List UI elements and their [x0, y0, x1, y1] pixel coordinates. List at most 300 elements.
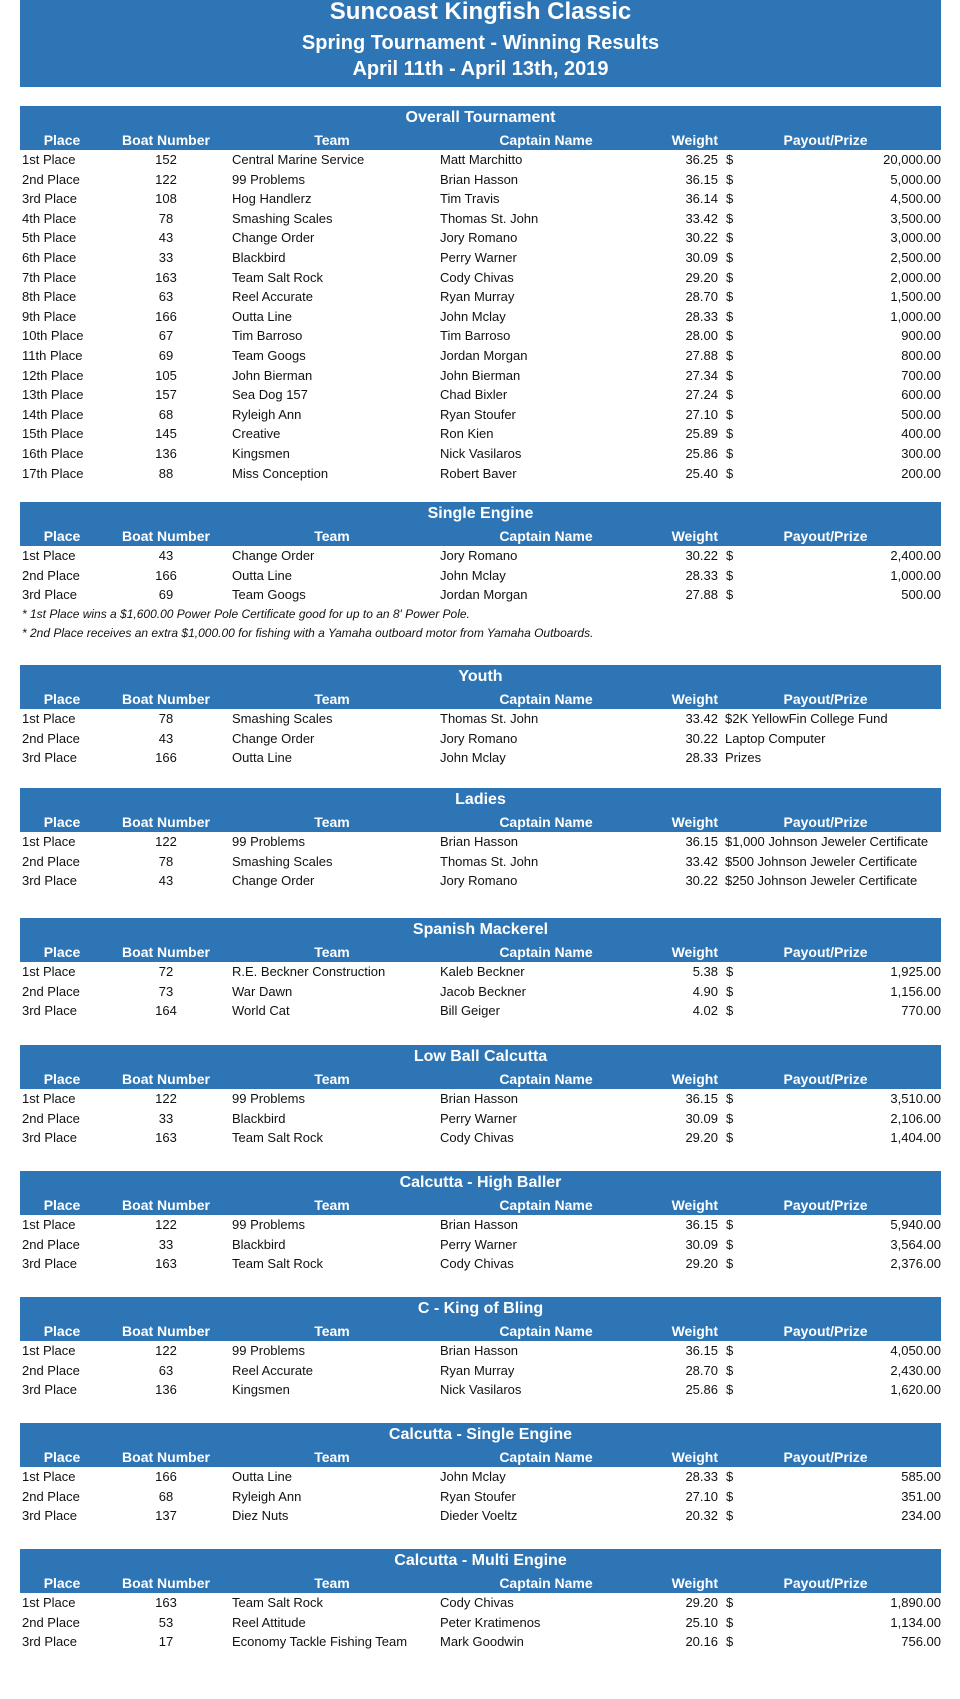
place-cell: 6th Place: [22, 249, 77, 265]
currency-cell: $: [726, 964, 734, 979]
results-section: [20, 1423, 941, 1526]
currency-cell: $: [726, 567, 734, 583]
weight-cell: 4.02: [692, 1003, 718, 1019]
payout-amount-cell: 2,500.00: [890, 249, 941, 265]
currency-cell: $: [726, 308, 734, 324]
team-cell: Blackbird: [232, 1110, 286, 1126]
place-cell: 1st Place: [22, 1595, 76, 1610]
captain-cell: Jordan Morgan: [440, 587, 528, 603]
payout-amount-cell: 5,000.00: [890, 171, 941, 187]
place-cell: 1st Place: [22, 1343, 76, 1358]
place-cell: 3rd Place: [22, 1256, 77, 1272]
col-header-boat: Boat Number: [122, 1071, 210, 1087]
weight-cell: 28.00: [685, 328, 718, 344]
currency-cell: $: [726, 1130, 734, 1146]
col-header-weight: Weight: [671, 528, 718, 544]
weight-cell: 30.22: [685, 873, 718, 889]
team-cell: Diez Nuts: [232, 1508, 289, 1524]
col-header-captain: Captain Name: [499, 1575, 593, 1591]
col-header-weight: Weight: [671, 691, 718, 707]
table-row: [20, 1593, 941, 1613]
team-cell: 99 Problems: [232, 834, 305, 849]
captain-cell: Kaleb Beckner: [440, 964, 525, 979]
col-header-weight: Weight: [671, 1575, 718, 1591]
col-header-captain: Captain Name: [499, 944, 593, 960]
currency-cell: $: [726, 289, 734, 305]
team-cell: 99 Problems: [232, 1343, 305, 1358]
team-cell: Change Order: [232, 873, 315, 889]
boat-number-cell: 69: [158, 587, 174, 603]
col-header-weight: Weight: [671, 132, 718, 148]
payout-amount-cell: 1,156.00: [890, 983, 941, 999]
place-cell: 1st Place: [22, 711, 76, 726]
col-header-place: Place: [43, 132, 81, 148]
payout-amount-cell: 585.00: [901, 1469, 941, 1484]
section-title: Calcutta - Multi Engine: [20, 1549, 941, 1573]
payout-amount-cell: 300.00: [901, 445, 941, 461]
results-section: [20, 665, 941, 768]
weight-cell: 30.09: [685, 1110, 718, 1126]
place-cell: 2nd Place: [22, 1362, 80, 1378]
place-cell: 5th Place: [22, 230, 77, 246]
place-cell: 12th Place: [22, 367, 84, 383]
table-row: [20, 385, 941, 405]
team-cell: World Cat: [232, 1003, 290, 1019]
weight-cell: 28.33: [685, 308, 718, 324]
col-header-weight: Weight: [671, 1197, 718, 1213]
col-header-weight: Weight: [671, 1323, 718, 1339]
payout-amount-cell: 600.00: [901, 387, 941, 403]
column-header-row: [20, 689, 941, 709]
currency-cell: $: [726, 269, 734, 285]
team-cell: Reel Accurate: [232, 289, 313, 305]
currency-cell: $: [726, 210, 734, 226]
col-header-place: Place: [43, 1071, 81, 1087]
col-header-payout: Payout/Prize: [783, 1323, 868, 1339]
place-cell: 3rd Place: [22, 1382, 77, 1398]
place-cell: 1st Place: [22, 1091, 76, 1106]
place-cell: 3rd Place: [22, 873, 77, 889]
payout-amount-cell: 1,500.00: [890, 289, 941, 305]
prize-cell: $1,000 Johnson Jeweler Certificate: [725, 834, 929, 849]
col-header-weight: Weight: [671, 814, 718, 830]
table-row: [20, 852, 941, 872]
col-header-team: Team: [314, 944, 350, 960]
boat-number-cell: 78: [158, 853, 174, 869]
boat-number-cell: 88: [158, 465, 174, 481]
weight-cell: 5.38: [692, 964, 718, 979]
table-row: [20, 1128, 941, 1148]
boat-number-cell: 163: [155, 1130, 177, 1146]
place-cell: 2nd Place: [22, 1614, 80, 1630]
place-cell: 9th Place: [22, 308, 77, 324]
title-banner: [20, 0, 941, 87]
captain-cell: Peter Kratimenos: [440, 1614, 541, 1630]
currency-cell: $: [726, 191, 734, 207]
column-header-row: [20, 1447, 941, 1467]
place-cell: 3rd Place: [22, 1634, 77, 1650]
column-header-row: [20, 130, 941, 150]
team-cell: Team Googs: [232, 587, 306, 603]
team-cell: Outta Line: [232, 567, 292, 583]
place-cell: 1st Place: [22, 152, 76, 167]
place-cell: 10th Place: [22, 328, 84, 344]
table-row: [20, 366, 941, 386]
captain-cell: Tim Barroso: [440, 328, 511, 344]
team-cell: R.E. Beckner Construction: [232, 964, 386, 979]
table-row: [20, 405, 941, 425]
weight-cell: 20.16: [685, 1634, 718, 1650]
col-header-weight: Weight: [671, 944, 718, 960]
col-header-team: Team: [314, 132, 350, 148]
currency-cell: $: [726, 1343, 734, 1358]
team-cell: Team Salt Rock: [232, 1256, 324, 1272]
captain-cell: Brian Hasson: [440, 1343, 519, 1358]
place-cell: 1st Place: [22, 964, 76, 979]
payout-amount-cell: 351.00: [901, 1488, 941, 1504]
table-row: [20, 748, 941, 768]
team-cell: Team Salt Rock: [232, 269, 324, 285]
table-row: [20, 566, 941, 586]
boat-number-cell: 67: [158, 328, 174, 344]
column-header-row: [20, 812, 941, 832]
team-cell: War Dawn: [232, 983, 293, 999]
boat-number-cell: 72: [158, 964, 174, 979]
place-cell: 3rd Place: [22, 587, 77, 603]
captain-cell: Ron Kien: [440, 426, 494, 442]
payout-amount-cell: 400.00: [901, 426, 941, 442]
boat-number-cell: 122: [155, 834, 177, 849]
col-header-team: Team: [314, 528, 350, 544]
currency-cell: $: [726, 465, 734, 481]
col-header-place: Place: [43, 814, 81, 830]
weight-cell: 29.20: [685, 269, 718, 285]
col-header-payout: Payout/Prize: [783, 1197, 868, 1213]
captain-cell: Jory Romano: [440, 873, 518, 889]
captain-cell: John Mclay: [440, 308, 506, 324]
col-header-boat: Boat Number: [122, 1449, 210, 1465]
column-header-row: [20, 1069, 941, 1089]
team-cell: Ryleigh Ann: [232, 1488, 302, 1504]
col-header-captain: Captain Name: [499, 1449, 593, 1465]
weight-cell: 28.33: [685, 567, 718, 583]
weight-cell: 36.15: [685, 1217, 718, 1232]
captain-cell: Cody Chivas: [440, 269, 514, 285]
team-cell: Blackbird: [232, 1236, 286, 1252]
team-cell: Hog Handlerz: [232, 191, 312, 207]
captain-cell: Brian Hasson: [440, 171, 519, 187]
col-header-place: Place: [43, 691, 81, 707]
boat-number-cell: 105: [155, 367, 177, 383]
weight-cell: 29.20: [685, 1256, 718, 1272]
captain-cell: John Bierman: [440, 367, 521, 383]
weight-cell: 28.70: [685, 1362, 718, 1378]
weight-cell: 36.15: [685, 834, 718, 849]
place-cell: 4th Place: [22, 210, 77, 226]
team-cell: Creative: [232, 426, 281, 442]
prize-cell: $500 Johnson Jeweler Certificate: [725, 853, 918, 869]
captain-cell: Jacob Beckner: [440, 983, 526, 999]
section-title: Low Ball Calcutta: [20, 1045, 941, 1069]
currency-cell: $: [726, 1110, 734, 1126]
table-row: [20, 248, 941, 268]
table-row: [20, 1235, 941, 1255]
currency-cell: $: [726, 1508, 734, 1524]
table-row: [20, 1001, 941, 1021]
weight-cell: 25.89: [685, 426, 718, 442]
weight-cell: 27.10: [685, 1488, 718, 1504]
place-cell: 15th Place: [22, 426, 84, 442]
boat-number-cell: 73: [158, 983, 174, 999]
team-cell: 99 Problems: [232, 1091, 305, 1106]
boat-number-cell: 122: [155, 1217, 177, 1232]
weight-cell: 30.09: [685, 249, 718, 265]
captain-cell: Robert Baver: [440, 465, 517, 481]
team-cell: Kingsmen: [232, 445, 290, 461]
captain-cell: Ryan Murray: [440, 289, 515, 305]
table-row: [20, 832, 941, 852]
col-header-captain: Captain Name: [499, 528, 593, 544]
payout-amount-cell: 900.00: [901, 328, 941, 344]
boat-number-cell: 137: [155, 1508, 177, 1524]
currency-cell: $: [726, 1488, 734, 1504]
table-row: [20, 1254, 941, 1274]
team-cell: 99 Problems: [232, 171, 305, 187]
captain-cell: Brian Hasson: [440, 1217, 519, 1232]
currency-cell: $: [726, 1256, 734, 1272]
captain-cell: Brian Hasson: [440, 1091, 519, 1106]
payout-amount-cell: 2,430.00: [890, 1362, 941, 1378]
table-row: [20, 1380, 941, 1400]
boat-number-cell: 166: [155, 567, 177, 583]
payout-amount-cell: 1,620.00: [890, 1382, 941, 1398]
currency-cell: $: [726, 983, 734, 999]
place-cell: 2nd Place: [22, 171, 80, 187]
col-header-weight: Weight: [671, 1449, 718, 1465]
boat-number-cell: 43: [158, 230, 174, 246]
weight-cell: 36.25: [685, 152, 718, 167]
weight-cell: 30.22: [685, 548, 718, 563]
payout-amount-cell: 800.00: [901, 347, 941, 363]
currency-cell: $: [726, 387, 734, 403]
place-cell: 17th Place: [22, 465, 84, 481]
col-header-captain: Captain Name: [499, 691, 593, 707]
place-cell: 3rd Place: [22, 1130, 77, 1146]
team-cell: Central Marine Service: [232, 152, 365, 167]
table-row: [20, 170, 941, 190]
payout-amount-cell: 500.00: [901, 406, 941, 422]
currency-cell: $: [726, 1236, 734, 1252]
currency-cell: $: [726, 171, 734, 187]
table-row: [20, 1361, 941, 1381]
payout-amount-cell: 770.00: [901, 1003, 941, 1019]
table-row: [20, 962, 941, 982]
boat-number-cell: 43: [158, 730, 174, 746]
currency-cell: $: [726, 347, 734, 363]
col-header-place: Place: [43, 1323, 81, 1339]
boat-number-cell: 122: [155, 1343, 177, 1358]
section-title: Spanish Mackerel: [20, 918, 941, 942]
section-title: Overall Tournament: [20, 106, 941, 130]
page-title: Suncoast Kingfish Classic: [329, 0, 632, 25]
col-header-team: Team: [314, 691, 350, 707]
currency-cell: $: [726, 1362, 734, 1378]
weight-cell: 4.90: [692, 983, 718, 999]
prize-cell: Prizes: [725, 750, 762, 766]
table-row: [20, 424, 941, 444]
currency-cell: $: [726, 367, 734, 383]
boat-number-cell: 166: [155, 750, 177, 766]
team-cell: Kingsmen: [232, 1382, 290, 1398]
table-row: [20, 709, 941, 729]
column-header-row: [20, 1573, 941, 1593]
col-header-team: Team: [314, 814, 350, 830]
boat-number-cell: 33: [158, 1236, 174, 1252]
weight-cell: 36.14: [685, 191, 718, 207]
currency-cell: $: [726, 1634, 734, 1650]
prize-cell: Laptop Computer: [725, 730, 826, 746]
captain-cell: Nick Vasilaros: [440, 1382, 522, 1398]
place-cell: 11th Place: [22, 347, 83, 363]
boat-number-cell: 163: [155, 1256, 177, 1272]
captain-cell: Perry Warner: [440, 249, 517, 265]
boat-number-cell: 163: [155, 269, 177, 285]
payout-amount-cell: 2,400.00: [890, 548, 941, 563]
boat-number-cell: 136: [155, 445, 177, 461]
payout-amount-cell: 1,404.00: [890, 1130, 941, 1146]
boat-number-cell: 122: [155, 171, 177, 187]
results-section: [20, 1297, 941, 1400]
weight-cell: 27.34: [685, 367, 718, 383]
col-header-payout: Payout/Prize: [783, 1071, 868, 1087]
team-cell: Sea Dog 157: [232, 387, 308, 403]
col-header-captain: Captain Name: [499, 1071, 593, 1087]
col-header-place: Place: [43, 1197, 81, 1213]
table-row: [20, 1632, 941, 1652]
payout-amount-cell: 20,000.00: [883, 152, 941, 167]
table-row: [20, 287, 941, 307]
column-header-row: [20, 942, 941, 962]
captain-cell: Perry Warner: [440, 1110, 517, 1126]
weight-cell: 25.10: [685, 1614, 718, 1630]
col-header-boat: Boat Number: [122, 691, 210, 707]
table-row: [20, 1109, 941, 1129]
col-header-boat: Boat Number: [122, 944, 210, 960]
place-cell: 8th Place: [22, 289, 77, 305]
table-row: [20, 209, 941, 229]
table-row: [20, 228, 941, 248]
boat-number-cell: 69: [158, 347, 174, 363]
currency-cell: $: [726, 1217, 734, 1232]
boat-number-cell: 78: [158, 210, 174, 226]
boat-number-cell: 17: [158, 1634, 174, 1650]
place-cell: 2nd Place: [22, 1236, 80, 1252]
payout-amount-cell: 700.00: [901, 367, 941, 383]
payout-amount-cell: 2,106.00: [890, 1110, 941, 1126]
payout-amount-cell: 3,510.00: [890, 1091, 941, 1106]
col-header-team: Team: [314, 1449, 350, 1465]
col-header-weight: Weight: [671, 1071, 718, 1087]
place-cell: 3rd Place: [22, 191, 77, 207]
weight-cell: 36.15: [685, 1091, 718, 1106]
col-header-place: Place: [43, 528, 81, 544]
col-header-team: Team: [314, 1197, 350, 1213]
currency-cell: $: [726, 1595, 734, 1610]
table-row: [20, 307, 941, 327]
table-row: [20, 1341, 941, 1361]
payout-amount-cell: 4,500.00: [890, 191, 941, 207]
currency-cell: $: [726, 587, 734, 603]
payout-amount-cell: 4,050.00: [890, 1343, 941, 1358]
column-header-row: [20, 526, 941, 546]
boat-number-cell: 43: [158, 548, 174, 563]
currency-cell: $: [726, 1614, 734, 1630]
boat-number-cell: 78: [158, 711, 174, 726]
col-header-captain: Captain Name: [499, 1197, 593, 1213]
results-section: [20, 502, 941, 643]
team-cell: Smashing Scales: [232, 853, 333, 869]
col-header-boat: Boat Number: [122, 1197, 210, 1213]
col-header-captain: Captain Name: [499, 1323, 593, 1339]
place-cell: 1st Place: [22, 1469, 76, 1484]
col-header-boat: Boat Number: [122, 132, 210, 148]
place-cell: 3rd Place: [22, 1003, 77, 1019]
boat-number-cell: 63: [158, 1362, 174, 1378]
section-title: Youth: [20, 665, 941, 689]
table-row: [20, 1467, 941, 1487]
col-header-boat: Boat Number: [122, 814, 210, 830]
weight-cell: 25.86: [685, 445, 718, 461]
captain-cell: Brian Hasson: [440, 834, 519, 849]
captain-cell: Thomas St. John: [440, 210, 539, 226]
weight-cell: 27.24: [685, 387, 718, 403]
place-cell: 3rd Place: [22, 750, 77, 766]
team-cell: Team Googs: [232, 347, 306, 363]
currency-cell: $: [726, 1382, 734, 1398]
currency-cell: $: [726, 1469, 734, 1484]
captain-cell: Cody Chivas: [440, 1595, 514, 1610]
col-header-place: Place: [43, 944, 81, 960]
boat-number-cell: 108: [155, 191, 177, 207]
payout-amount-cell: 1,134.00: [890, 1614, 941, 1630]
boat-number-cell: 157: [155, 387, 177, 403]
weight-cell: 28.70: [685, 289, 718, 305]
footnote: * 2nd Place receives an extra $1,000.00 for fishing with a Yamaha outboard motor from Yamaha Outboards.: [22, 625, 594, 640]
boat-number-cell: 122: [155, 1091, 177, 1106]
boat-number-cell: 53: [158, 1614, 174, 1630]
payout-amount-cell: 2,000.00: [890, 269, 941, 285]
weight-cell: 20.32: [685, 1508, 718, 1524]
weight-cell: 25.40: [685, 465, 718, 481]
boat-number-cell: 152: [155, 152, 177, 167]
payout-amount-cell: 5,940.00: [890, 1217, 941, 1232]
currency-cell: $: [726, 548, 734, 563]
section-title: Calcutta - High Baller: [20, 1171, 941, 1195]
table-row: [20, 1487, 941, 1507]
team-cell: Outta Line: [232, 1469, 292, 1484]
col-header-boat: Boat Number: [122, 1575, 210, 1591]
currency-cell: $: [726, 328, 734, 344]
place-cell: 7th Place: [22, 269, 77, 285]
table-row: [20, 464, 941, 484]
column-header-row: [20, 1195, 941, 1215]
boat-number-cell: 33: [158, 249, 174, 265]
team-cell: Economy Tackle Fishing Team: [232, 1634, 408, 1650]
payout-amount-cell: 3,000.00: [890, 230, 941, 246]
team-cell: Reel Accurate: [232, 1362, 313, 1378]
captain-cell: Thomas St. John: [440, 853, 539, 869]
captain-cell: Tim Travis: [440, 191, 500, 207]
